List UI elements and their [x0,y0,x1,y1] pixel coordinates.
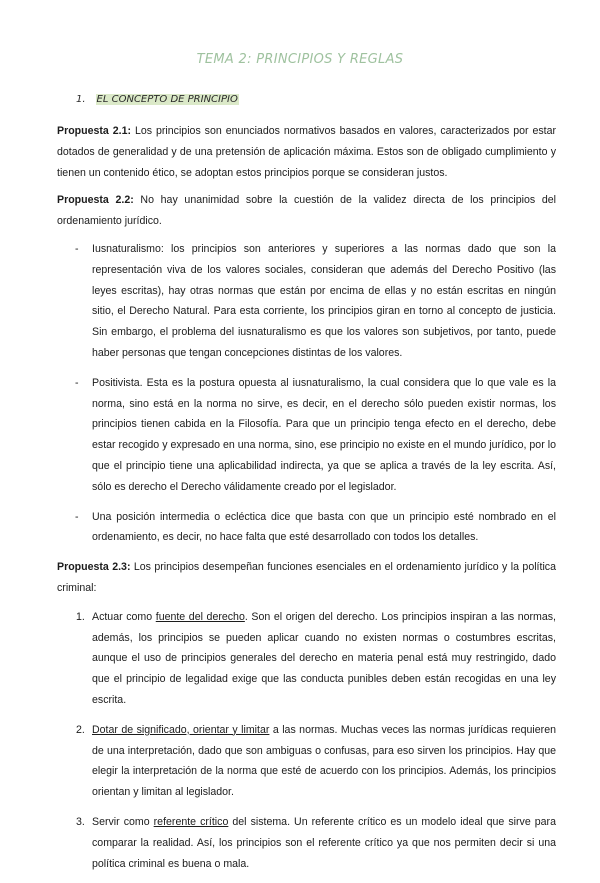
underlined-term: referente crítico [153,815,229,828]
page-title: TEMA 2: PRINCIPIOS Y REGLAS [196,52,404,67]
proposal-2-2 [57,190,556,232]
list-item [57,507,556,549]
item-text-post: a las normas. Muchas veces las normas jurídicas requieren de una interpretación, dado que son ambiguas o confusas, para eso sirven los principios. Hay que elegir la interpretación de la norma que esté de acuerdo con los principios. Además, los principios orientan y limitan al legislador. [92,723,556,799]
document-body [57,121,556,883]
list-item [57,720,556,803]
section-number: 1. [76,94,86,105]
proposal-2-1 [57,121,556,183]
functions-list [57,607,556,875]
list-item [57,812,556,874]
list-item-text: Positivista. Esta es la postura opuesta al iusnaturalismo, la cual considera que lo que vale es la norma, sino está en la norma no sirve, es decir, en el derecho sólo pueden existir normas, los principios tienen cabida en la Filosofía. Para que un principio tenga efecto en el derecho, debe estar recogido y expresado en una norma, sino, ese principio no existe en el mundo jurídico, por lo que el principio tiene una aplicabilidad indirecta, ya que se aplica a través de la ley escrita. Así, sólo es derecho el Derecho válidamente creado por el legislador. [92,376,556,493]
underlined-term: Dotar de significado, orientar y limitar [92,723,270,736]
proposal-label: Propuesta 2.1: [57,125,132,137]
list-item-text: Iusnaturalismo: los principios son anteriores y superiores a las normas dado que son la representación viva de los valores sociales, consideran que además del Derecho Positivo (las leyes escritas), hay otras normas que están por encima de ellas y no están escritas en ningún sitio, el Derecho Natural. Para esta corriente, los principios giran en torno al concepto de justicia. Sin embargo, el problema del iusnaturalismo es que los valores son subjetivos, por tanto, puede haber personas que tengan concepciones distintas de los valores. [92,242,556,359]
dash-bullet: - [75,242,79,255]
proposal-text: No hay unanimidad sobre la cuestión de la validez directa de los principios del ordenamiento jurídico. [57,194,556,228]
list-item [57,373,556,498]
dash-bullet: - [75,510,79,523]
dash-bullet: - [75,376,79,389]
item-text-pre: Actuar como [92,610,156,623]
proposal-text: Los principios desempeñan funciones esenciales en el ordenamiento jurídico y la política criminal: [57,561,556,594]
proposal-text: Los principios son enunciados normativos basados en valores, caracterizados por estar dotados de generalidad y de una pretensión de aplicación máxima. Estos son de obligado cumplimiento y tienen un contenido ético, se adoptan estos principios porque se consideran justos. [57,125,556,179]
item-number: 2. [76,723,85,736]
item-number: 1. [76,610,85,623]
item-number: 3. [76,815,85,828]
proposal-label: Propuesta 2.2: [57,194,134,207]
proposal-label: Propuesta 2.3: [57,561,131,574]
proposal-2-3 [57,557,556,599]
item-text-post: del sistema. Un referente crítico es un modelo ideal que sirve para comparar la realidad. Así, los principios son el referente crítico ya que nos permiten decir si una política criminal es buena o mala. [92,815,556,870]
section-title: EL CONCEPTO DE PRINCIPIO [96,94,238,105]
item-text-pre: Servir como [92,815,154,828]
list-item-text: Una posición intermedia o ecléctica dice que basta con que un principio esté nombrado en el ordenamiento, es decir, no hace falta que esté desarrollado con todos los detalles. [92,510,556,544]
validity-positions-list [57,239,556,548]
item-text-post: . Son el origen del derecho. Los principios inspiran a las normas, además, los principios se pueden aplicar cuando no existen normas o costumbres escritas, aunque el uso de principios generales del derecho en materia penal está muy restringido, dado que el principio de legalidad exige que las conducta punibles deben están recogidas en una ley escrita. [92,610,556,706]
underlined-term: fuente del derecho [155,610,245,623]
list-item [57,607,556,711]
list-item [57,239,556,364]
section-heading [76,94,239,105]
